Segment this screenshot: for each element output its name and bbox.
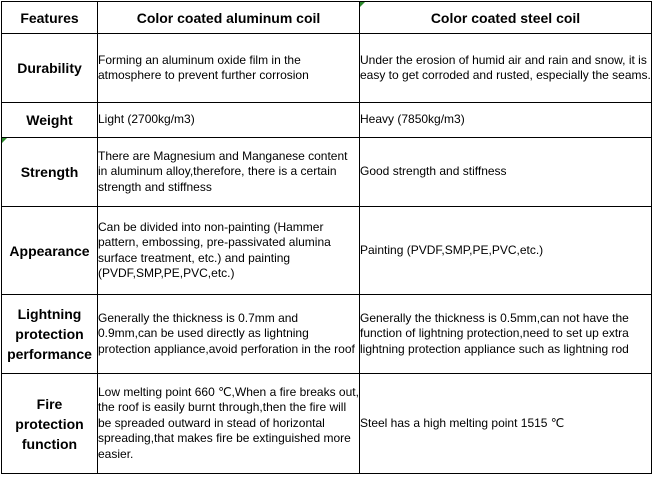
feature-lightning-protection: Lightning protection performance — [2, 295, 98, 374]
table-row — [2, 103, 652, 138]
feature-weight: Weight — [2, 103, 98, 138]
feature-appearance: Appearance — [2, 207, 98, 295]
aluminum-weight: Light (2700kg/m3) — [98, 103, 360, 138]
steel-appearance: Painting (PVDF,SMP,PE,PVC,etc.) — [360, 207, 652, 295]
steel-fire-protection: Steel has a high melting point 1515 ℃ — [360, 374, 652, 474]
header-steel: Color coated steel coil — [360, 2, 652, 34]
aluminum-fire-protection: Low melting point 660 ℃,When a fire breaks out, the roof is easily burnt through,then the fire will be spreaded outward in stead of horizontal spreading,that makes fire be extinguished more easier. — [98, 374, 360, 474]
table-row — [2, 34, 652, 103]
steel-weight: Heavy (7850kg/m3) — [360, 103, 652, 138]
aluminum-lightning-protection: Generally the thickness is 0.7mm and 0.9mm,can be used directly as lightning protection appliance,avoid perforation in the roof — [98, 295, 360, 374]
header-row — [2, 2, 652, 34]
aluminum-durability: Forming an aluminum oxide film in the atmosphere to prevent further corrosion — [98, 34, 360, 103]
table-row — [2, 374, 652, 474]
comment-marker-icon — [360, 2, 365, 7]
steel-lightning-protection: Generally the thickness is 0.5mm,can not have the function of lightning protection,need to set up extra lightning protection appliance such as lightning rod — [360, 295, 652, 374]
steel-strength: Good strength and stiffness — [360, 138, 652, 207]
table-row — [2, 207, 652, 295]
comment-marker-icon — [2, 138, 7, 143]
aluminum-appearance: Can be divided into non-painting (Hammer pattern, embossing, pre-passivated alumina surface treatment, etc.) and painting (PVDF,SMP,PE,PVC,etc.) — [98, 207, 360, 295]
feature-durability: Durability — [2, 34, 98, 103]
table-row — [2, 295, 652, 374]
table-row — [2, 138, 652, 207]
steel-durability: Under the erosion of humid air and rain and snow, it is easy to get corroded and rusted, especially the seams. — [360, 34, 652, 103]
aluminum-strength: There are Magnesium and Manganese content in aluminum alloy,therefore, there is a certain strength and stiffness — [98, 138, 360, 207]
header-aluminum: Color coated aluminum coil — [98, 2, 360, 34]
header-features: Features — [2, 2, 98, 34]
comparison-table — [1, 1, 652, 474]
feature-fire-protection: Fire protection function — [2, 374, 98, 474]
feature-strength: Strength — [2, 138, 98, 207]
